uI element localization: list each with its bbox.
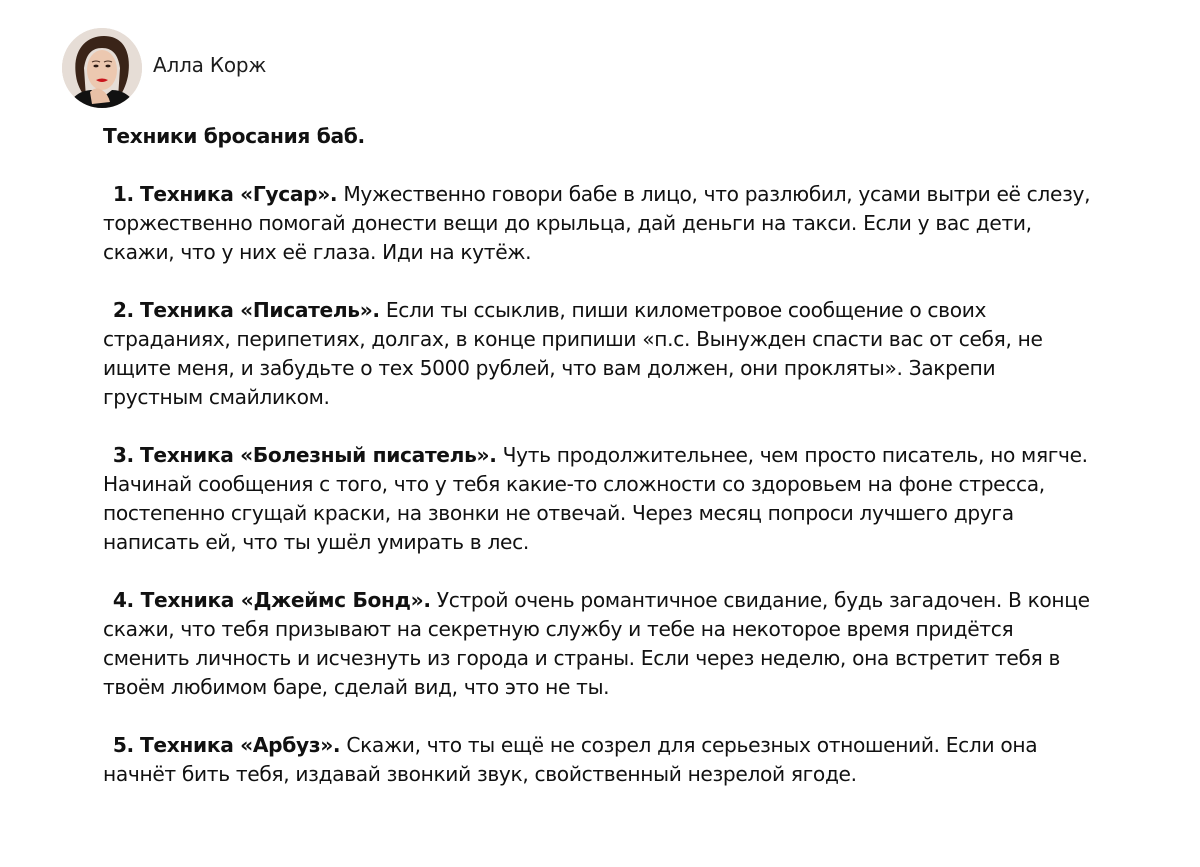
technique-paragraph [103,586,1098,702]
post-author [62,28,266,108]
author-name[interactable]: Алла Корж [153,53,267,77]
technique-name: Техника «Гусар». [139,182,338,206]
technique-name: Техника «Джеймс Бонд». [140,588,431,612]
technique-text: Скажи, что ты ещё не созрел для серьезных отношений. Если она начнёт бить тебя, издавай звонкий звук, свойственный незрелой ягоде. [103,733,1038,786]
technique-number: 1. [112,182,134,206]
technique-paragraph [103,296,1098,412]
post-title: Техники бросания баб. [103,124,365,148]
technique-text: Если ты ссыклив, пиши километровое сообщение о своих страданиях, перипетиях, долгах, в конце припиши «п.с. Вынужден спасти вас от себя, не ищите меня, и забудьте о тех 5000 рублей, что вам должен, они прокляты». Закрепи грустным смайликом. [103,298,1043,409]
technique-paragraph [103,441,1098,557]
technique-paragraph [103,731,1098,789]
technique-number: 2. [112,298,134,322]
technique-paragraph [103,180,1098,267]
technique-text: Мужественно говори бабе в лицо, что разлюбил, усами вытри её слезу, торжественно помогай донести вещи до крыльца, дай деньги на такси. Если у вас дети, скажи, что у них её глаза. Иди на кутёж. [103,182,1091,264]
technique-number: 5. [112,733,134,757]
technique-name: Техника «Писатель». [139,298,380,322]
author-avatar[interactable] [62,28,142,108]
woman-portrait-icon [62,28,142,108]
technique-text: Чуть продолжительнее, чем просто писатель, но мягче. Начинай сообщения с того, что у тебя какие-то сложности со здоровьем на фоне стресса, постепенно сгущай краски, на звонки не отвечай. Через месяц попроси лучшего друга написать ей, что ты ушёл умирать в лес. [103,443,1088,554]
technique-name: Техника «Арбуз». [139,733,341,757]
technique-number: 4. [112,588,141,612]
technique-name: Техника «Болезный писатель». [139,443,497,467]
technique-text: Устрой очень романтичное свидание, будь загадочен. В конце скажи, что тебя призывают на секретную службу и тебе на некоторое время придётся сменить личность и исчезнуть из города и страны. Если через неделю, она встретит тебя в твоём любимом баре, сделай вид, что это не ты. [103,588,1090,699]
post-body [103,122,1098,789]
technique-number: 3. [112,443,134,467]
